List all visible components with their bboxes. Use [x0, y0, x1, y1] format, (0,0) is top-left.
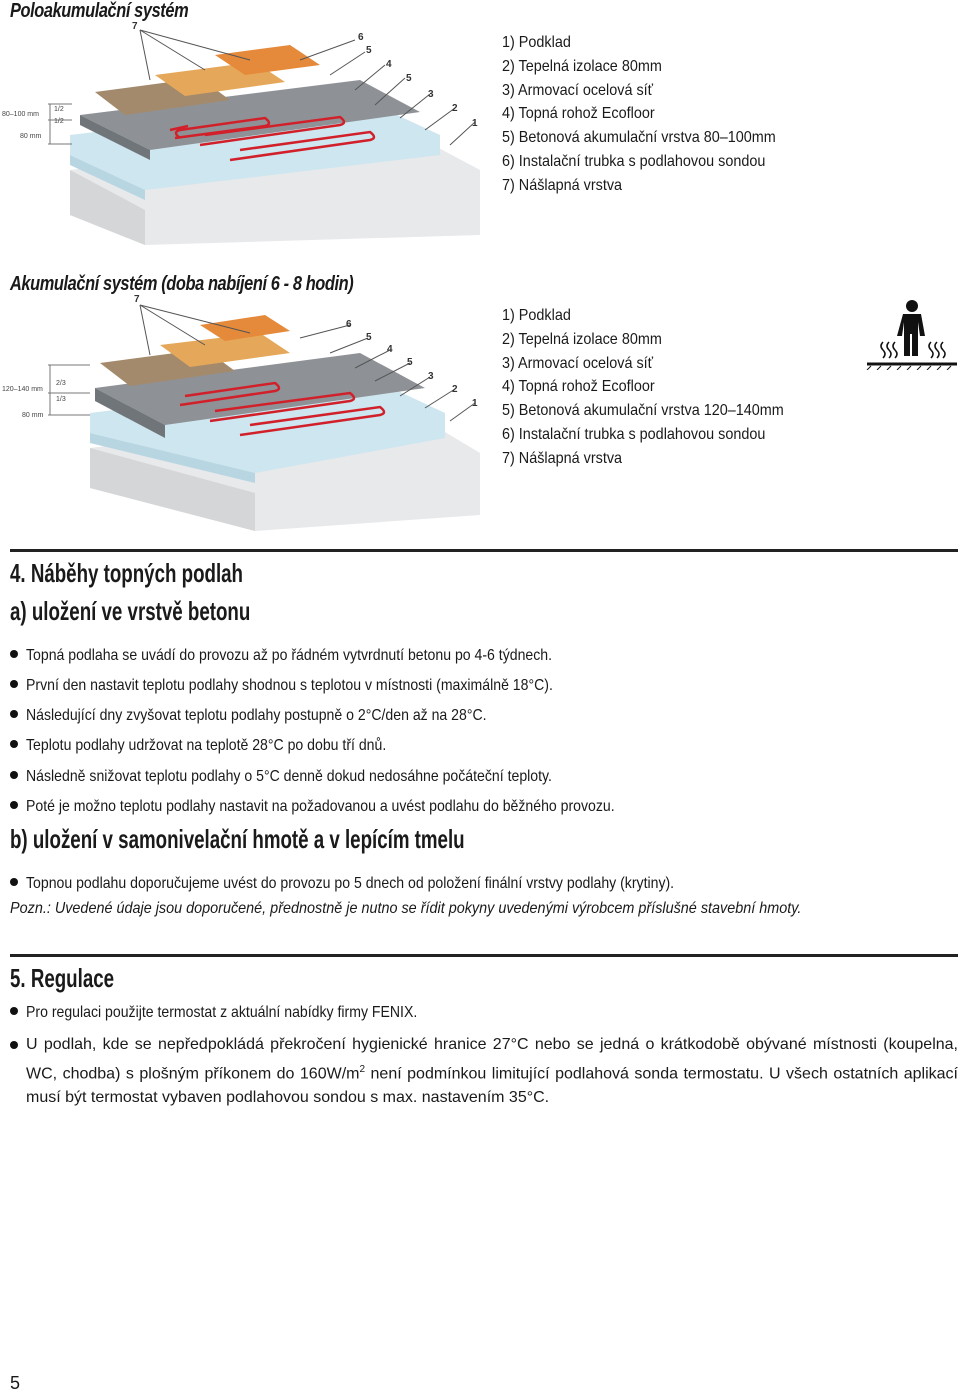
bullet-icon	[10, 710, 18, 718]
callout-4: 4	[386, 59, 392, 70]
layer-item: 7) Nášlapná vrstva	[502, 449, 623, 467]
layer-item: 5) Betonová akumulační vrstva 120–140mm	[502, 402, 784, 420]
dim-total-label: 120–140 mm	[2, 386, 43, 393]
list-item: Topná podlaha se uvádí do provozu až po řádném vytvrdnutí betonu po 4-6 týdnech.	[10, 647, 624, 665]
callout-1: 1	[472, 118, 478, 129]
layer-item: 4) Topná rohož Ecofloor	[502, 378, 655, 396]
floor-layers-diagram-accumulation	[0, 293, 490, 533]
regulation-paragraph: U podlah, kde se nepředpokládá překročení hygienické hranice 27°C nebo se jedná o krátkodobě obývané místnosti (koupelna, WC, chodba) s plošným příkonem do $160W/m^2$ není podmínkou limitující podlahová sonda termostatu. U všech ostatních aplikací musí být termostat vybaven podlahovou sondou s max. nastavením 35°C.	[10, 1033, 958, 1111]
bullet-icon	[10, 680, 18, 688]
bullet-icon	[10, 771, 18, 779]
list-item: Následující dny zvyšovat teplotu podlahy postupně o 2°C/den až na 28°C.	[10, 707, 549, 725]
list-item: Poté je možno teplotu podlahy nastavit na požadovanou a uvést podlahu do běžného provozu.	[10, 798, 695, 816]
callout-1: 1	[472, 398, 478, 409]
bullet-icon	[10, 650, 18, 658]
layer-list-semi	[502, 31, 806, 198]
callout-2: 2	[452, 384, 458, 395]
list-item: Teplotu podlahy udržovat na teplotě 28°C po dobu tří dnů.	[10, 737, 435, 755]
callout-7: 7	[134, 294, 140, 305]
layer-item: 7) Nášlapná vrstva	[502, 176, 623, 194]
layer-item: 1) Podklad	[502, 34, 571, 51]
callout-6: 6	[346, 319, 352, 330]
bullet-icon	[10, 801, 18, 809]
callout-3: 3	[428, 89, 434, 100]
callout-4: 4	[387, 344, 393, 355]
callout-6: 6	[358, 32, 364, 43]
bullet-icon	[10, 1041, 18, 1049]
callout-5b: 5	[407, 357, 413, 368]
dim-insulation-label: 80 mm	[22, 412, 44, 419]
chapter-5-heading: 5. Regulace	[10, 963, 115, 993]
callout-3: 3	[428, 371, 434, 382]
callout-2: 2	[452, 103, 458, 114]
layer-item: 2) Tepelná izolace 80mm	[502, 330, 662, 348]
layer-item: 6) Instalační trubka s podlahovou sondou	[502, 152, 766, 170]
layer-item: 4) Topná rohož Ecofloor	[502, 105, 655, 123]
layer-item: 1) Podklad	[502, 307, 571, 324]
section-divider	[10, 549, 958, 552]
callout-5b: 5	[406, 73, 412, 84]
layer-item: 3) Armovací ocelová síť	[502, 81, 654, 99]
floor-layers-diagram-semi	[0, 20, 490, 250]
layer-item: 5) Betonová akumulační vrstva 80–100mm	[502, 129, 776, 147]
subsection-a-heading: a) uložení ve vrstvě betonu	[10, 596, 251, 626]
section-title-accumulation: Akumulační systém (doba nabíjení 6 - 8 hodin)	[10, 273, 354, 295]
layer-item: 2) Tepelná izolace 80mm	[502, 57, 662, 75]
dim-total-label: 80–100 mm	[2, 111, 39, 118]
list-item: První den nastavit teplotu podlahy shodnou s teplotou v místnosti (maximálně 18°C).	[10, 677, 625, 695]
chapter-4-heading: 4. Náběhy topných podlah	[10, 558, 243, 588]
dim-upper-ratio: 2/3	[56, 380, 66, 387]
callout-7: 7	[132, 21, 138, 32]
bullet-icon	[10, 740, 18, 748]
dim-insulation-label: 80 mm	[20, 133, 42, 140]
dim-lower-ratio: 1/3	[56, 396, 66, 403]
list-item: Topnou podlahu doporučujeme uvést do provozu po 5 dnech od položení finální vrstvy podlahy (krytiny).	[10, 875, 762, 893]
list-item: Následně snižovat teplotu podlahy o 5°C denně dokud nedosáhne počáteční teploty.	[10, 768, 624, 786]
layer-item: 6) Instalační trubka s podlahovou sondou	[502, 425, 766, 443]
section-title-semi-accumulation: Poloakumulační systém	[10, 0, 189, 22]
dim-upper-ratio: 1/2	[54, 106, 64, 113]
page-number: 5	[10, 1373, 21, 1393]
section-divider	[10, 954, 958, 957]
layer-item: 3) Armovací ocelová síť	[502, 354, 654, 372]
heated-floor-person-icon	[865, 298, 959, 370]
bullet-icon	[10, 1007, 18, 1015]
note-text: Pozn.: Uvedené údaje jsou doporučené, přednostně je nutno se řídit pokyny uvedenými výrobcem příslušné stavební hmoty.	[10, 900, 802, 917]
callout-5: 5	[366, 332, 372, 343]
dim-lower-ratio: 1/2	[54, 118, 64, 125]
bullet-icon	[10, 878, 18, 886]
callout-5: 5	[366, 45, 372, 56]
layer-list-accumulation	[502, 304, 815, 471]
list-item: Pro regulaci použijte termostat z aktuální nabídky firmy FENIX.	[10, 1004, 471, 1022]
subsection-b-heading: b) uložení v samonivelační hmotě a v lepícím tmelu	[10, 824, 465, 854]
